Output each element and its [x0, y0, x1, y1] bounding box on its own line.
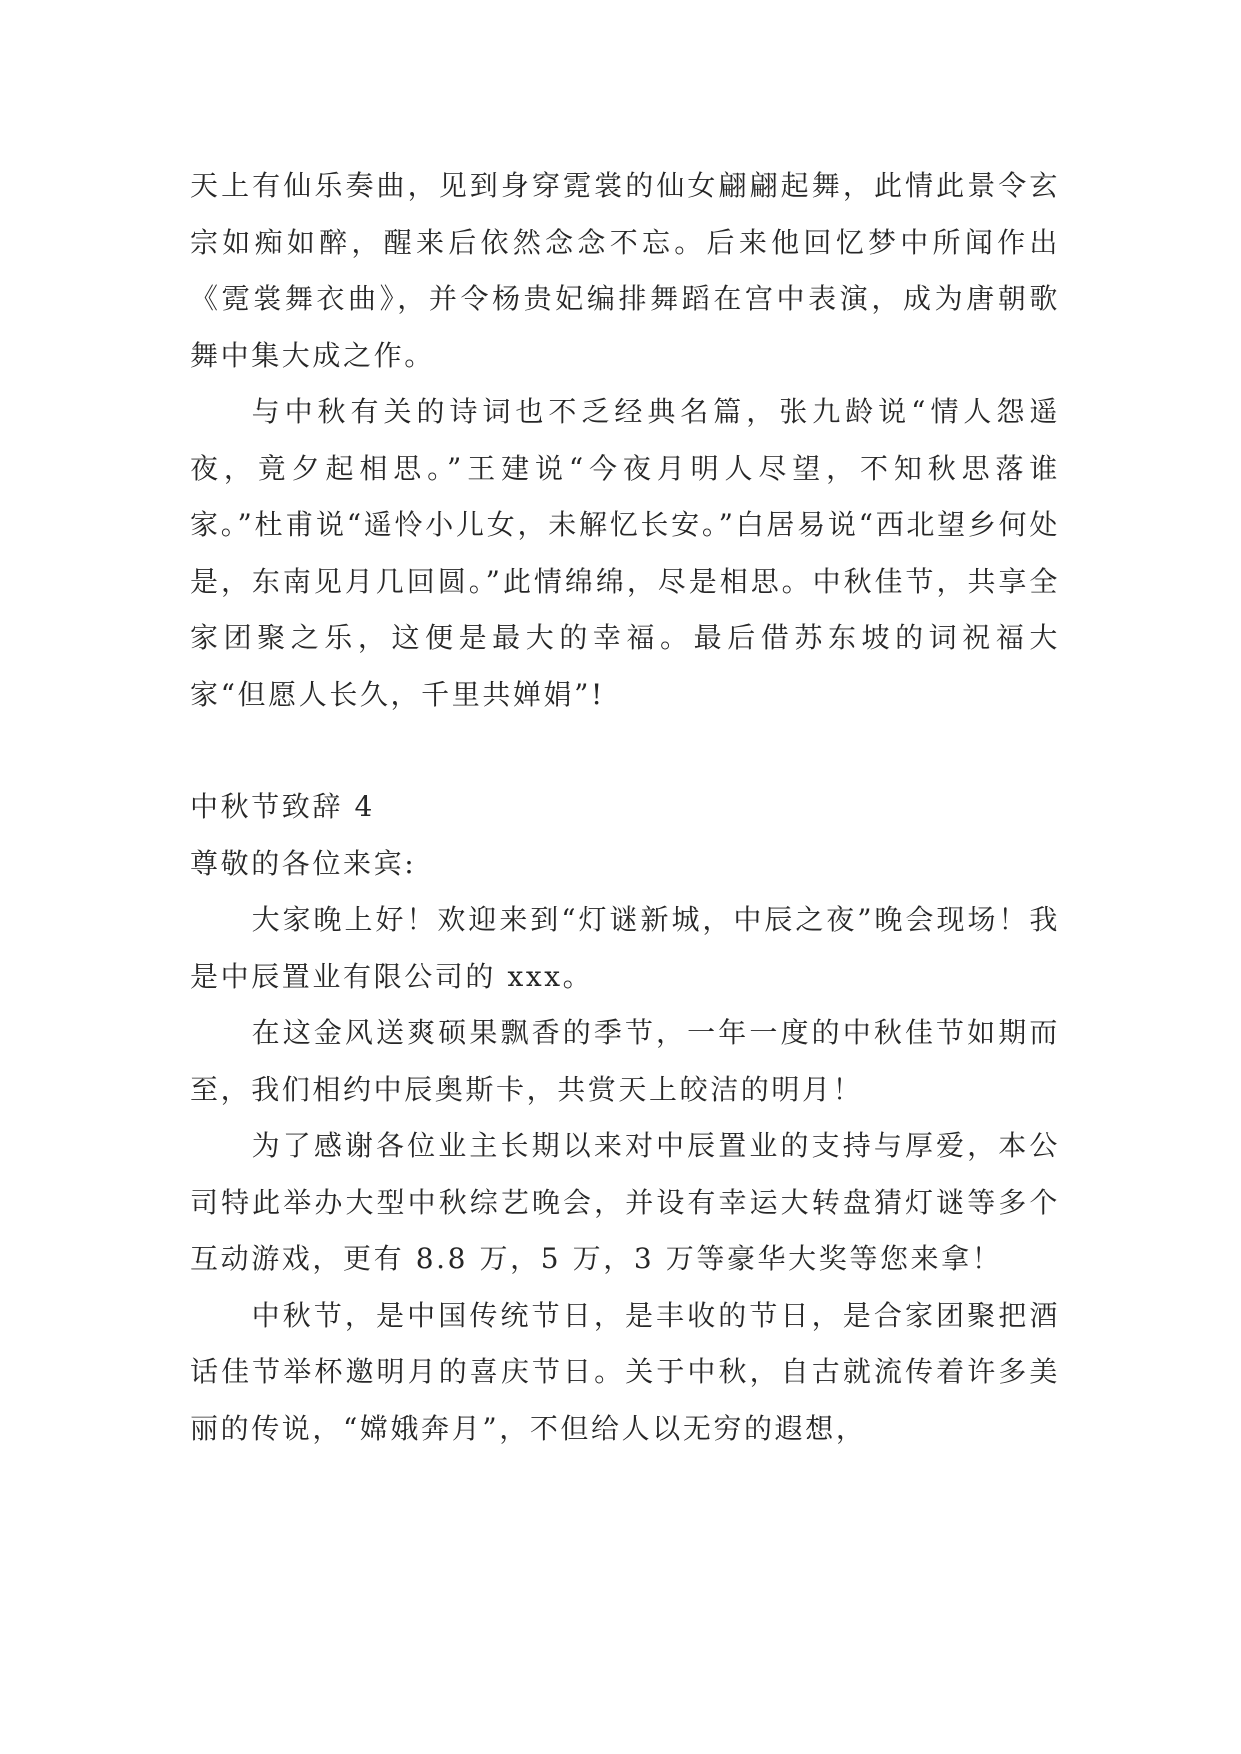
- paragraph-thanks: 为了感谢各位业主长期以来对中辰置业的支持与厚爱，本公司特此举办大型中秋综艺晚会，并设有幸运大转盘猜灯谜等多个互动游戏，更有 8.8 万，5 万，3 万等豪华大奖等您来拿！: [190, 1129, 1060, 1275]
- paragraph-festival: 中秋节，是中国传统节日，是丰收的节日，是合家团聚把酒话佳节举杯邀明月的喜庆节日。关于中秋，自古就流传着许多美丽的传说，“嫦娥奔月”，不但给人以无穷的遐想，: [190, 1298, 1060, 1445]
- paragraph-season: 在这金风送爽硕果飘香的季节，一年一度的中秋佳节如期而至，我们相约中辰奥斯卡，共赏天上皎洁的明月！: [190, 1016, 1060, 1106]
- paragraph-continued: 天上有仙乐奏曲，见到身穿霓裳的仙女翩翩起舞，此情此景令玄宗如痴如醉，醒来后依然念念不忘。后来他回忆梦中所闻作出《霓裳舞衣曲》，并令杨贵妃编排舞蹈在宫中表演，成为唐朝歌舞中集大成之作。: [190, 169, 1060, 372]
- section-spacer: [190, 723, 1060, 779]
- salutation: 尊敬的各位来宾:: [190, 846, 417, 880]
- paragraph-greeting: 大家晚上好！欢迎来到“灯谜新城，中辰之夜”晚会现场！我是中辰置业有限公司的 xxx。: [190, 903, 1060, 993]
- paragraph-poems: 与中秋有关的诗词也不乏经典名篇，张九龄说“情人怨遥夜，竟夕起相思。”王建说“今夜月明人尽望，不知秋思落谁家。”杜甫说“遥怜小儿女，未解忆长安。”白居易说“西北望乡何处是，东南见月几回圆。”此情绵绵，尽是相思。中秋佳节，共享全家团聚之乐，这便是最大的幸福。最后借苏东坡的词祝福大家“但愿人长久，千里共婵娟”!: [190, 395, 1060, 711]
- section-title: 中秋节致辞 4: [190, 790, 375, 823]
- document-body: [190, 158, 1060, 1457]
